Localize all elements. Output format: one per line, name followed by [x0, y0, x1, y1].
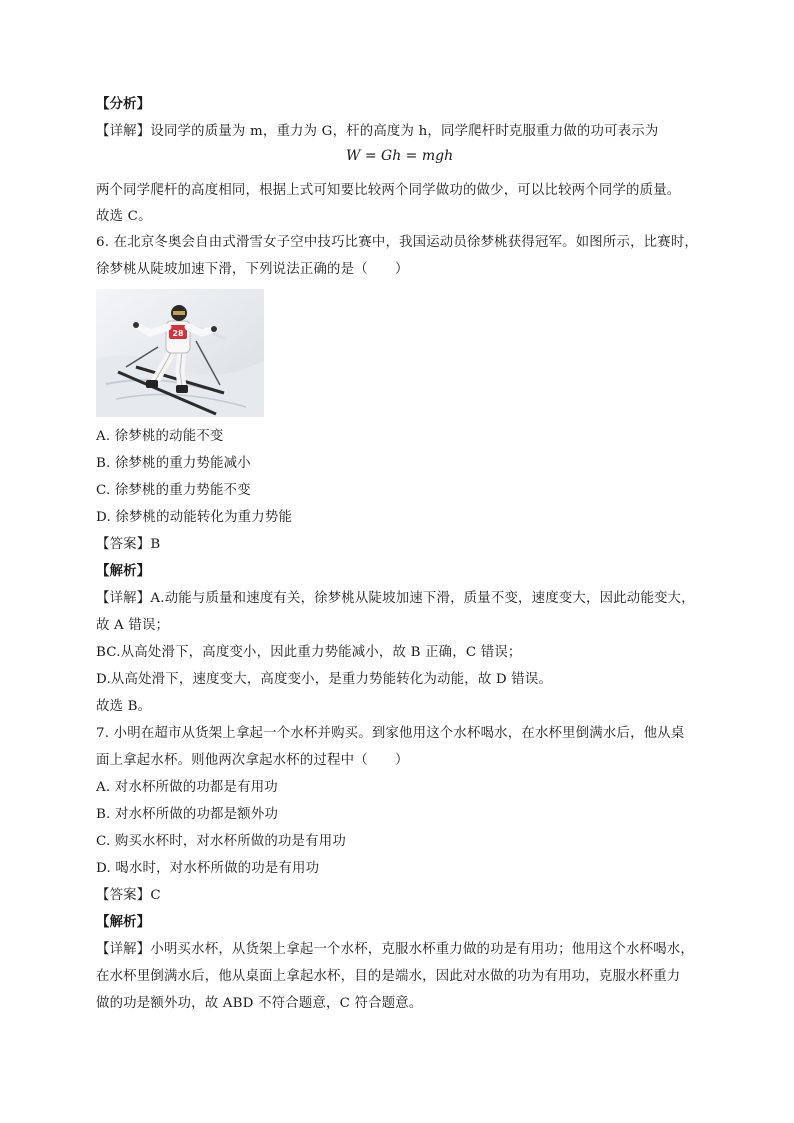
q6-stem-line2: 徐梦桃从陡坡加速下滑，下列说法正确的是（ ） [96, 262, 409, 277]
q5-body: 两个同学爬杆的高度相同，根据上式可知要比较两个同学做功的做少，可以比较两个同学的质量。 [96, 183, 681, 198]
q7-option-a: A. 对水杯所做的功都是有用功 [96, 780, 278, 795]
q6-detail-line1: 【详解】A.动能与质量和速度有关，徐梦桃从陡坡加速下滑，质量不变，速度变大，因此动能变大， [96, 591, 695, 606]
q6-detail-line2: 故 A 错误； [96, 618, 170, 633]
q6-option-b: B. 徐梦桃的重力势能减小 [96, 456, 251, 471]
q6-option-c: C. 徐梦桃的重力势能不变 [96, 483, 251, 498]
skier-photo [96, 289, 264, 417]
q7-stem-line1: 7. 小明在超市从货架上拿起一个水杯并购买。到家他用这个水杯喝水，在水杯里倒满水后，他从桌 [96, 726, 685, 741]
q5-detail: 【详解】设同学的质量为 m，重力为 G，杆的高度为 h，同学爬杆时克服重力做的功可表示为 [96, 124, 659, 139]
q7-analysis-heading: 【解析】 [96, 915, 151, 930]
q5-conclusion: 故选 C。 [96, 209, 152, 224]
q7-option-b: B. 对水杯所做的功都是额外功 [96, 807, 279, 822]
q6-conclusion: 故选 B。 [96, 699, 152, 714]
q7-option-c: C. 购买水杯时，对水杯所做的功是有用功 [96, 834, 346, 849]
q5-formula: W = Gh = mgh [346, 148, 454, 164]
skier-illustration [96, 289, 264, 417]
q7-option-d: D. 喝水时，对水杯所做的功是有用功 [96, 861, 320, 876]
q6-detail-line4: D.从高处滑下，速度变大，高度变小，是重力势能转化为动能，故 D 错误。 [96, 672, 553, 687]
svg-text:28: 28 [172, 329, 184, 338]
q6-option-a: A. 徐梦桃的动能不变 [96, 429, 224, 444]
q6-answer: 【答案】B [96, 537, 161, 552]
q7-detail-line3: 做的功是额外功，故 ABD 不符合题意，C 符合题意。 [96, 996, 423, 1011]
q5-analysis-heading: 【分析】 [96, 97, 151, 112]
q6-stem-line1: 6. 在北京冬奥会自由式滑雪女子空中技巧比赛中，我国运动员徐梦桃获得冠军。如图所示，比赛时， [96, 235, 699, 250]
q7-answer: 【答案】C [96, 888, 161, 903]
q6-detail-line3: BC.从高处滑下，高度变小，因此重力势能减小，故 B 正确，C 错误； [96, 645, 522, 660]
q6-analysis-heading: 【解析】 [96, 564, 151, 579]
q7-stem-line2: 面上拿起水杯。则他两次拿起水杯的过程中（ ） [96, 753, 409, 768]
q6-option-d: D. 徐梦桃的动能转化为重力势能 [96, 510, 293, 525]
q7-detail-line1: 【详解】小明买水杯，从货架上拿起一个水杯，克服水杯重力做的功是有用功；他用这个水杯喝水， [96, 942, 694, 957]
q7-detail-line2: 在水杯里倒满水后，他从桌面上拿起水杯，目的是端水，因此对水做的功为有用功，克服水杯重力 [96, 969, 681, 984]
